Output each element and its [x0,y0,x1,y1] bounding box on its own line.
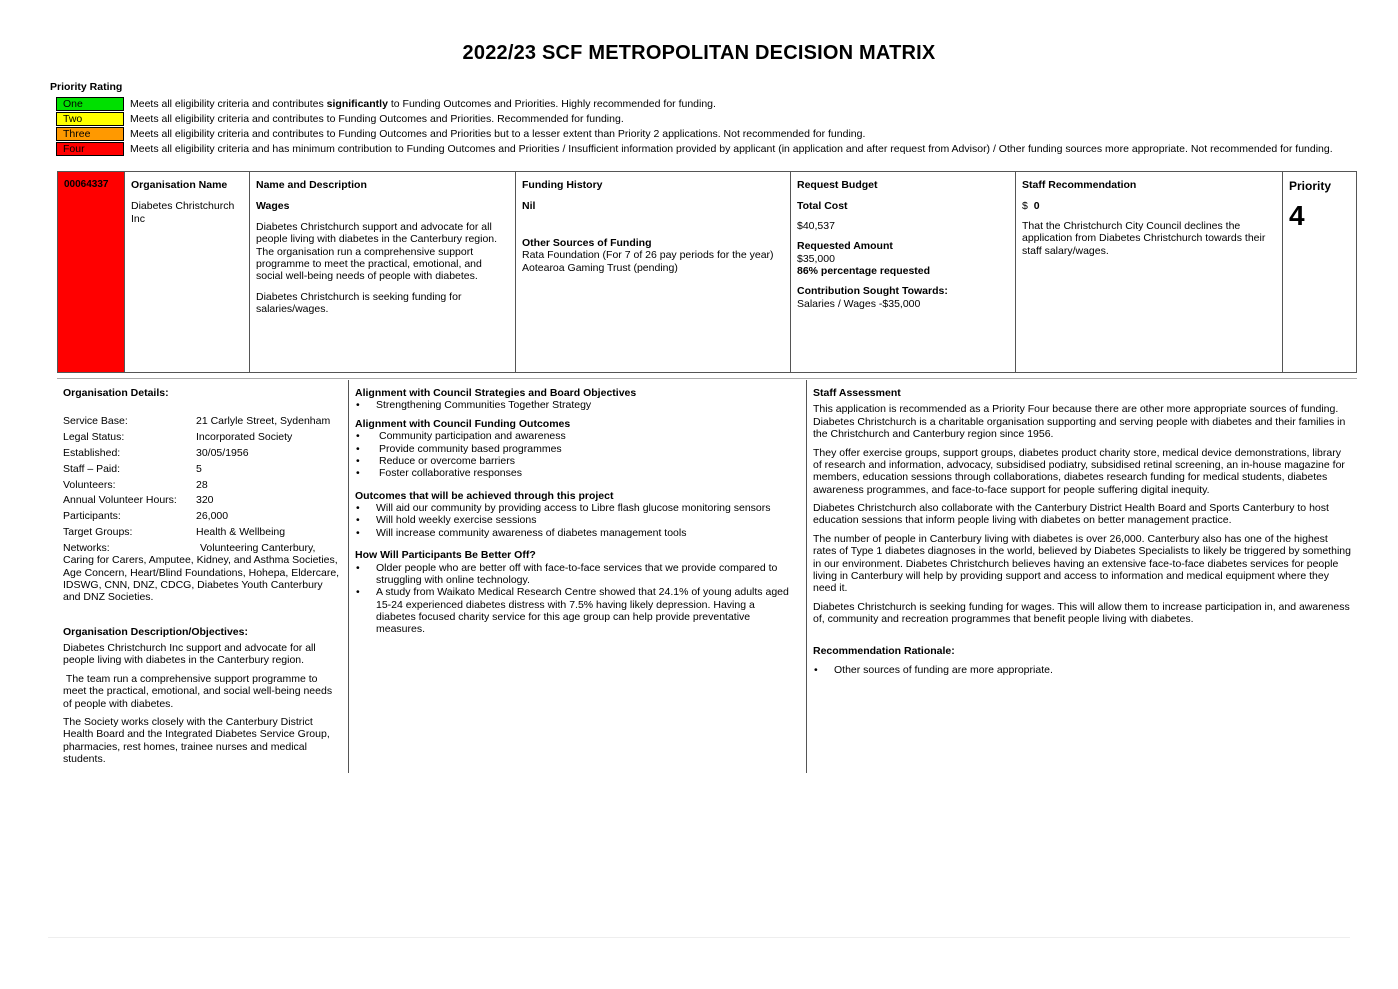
staff-assessment-para: This application is recommended as a Priority Four because there are other more appropriate sources of funding. Diabetes Christchurch is a charitable organisation supporting and serving people with diabetes and their families in the Christchurch and Canterbury region since 1956. [813,403,1346,441]
list-item: • Community participation and awareness [355,430,800,442]
staff-assessment-column [807,380,1357,773]
organisation-details-heading: Organisation Details: [63,387,169,399]
detail-row: Legal Status: Incorporated Society [63,431,293,444]
detail-row: Established: 30/05/1956 [63,446,249,459]
list-item: • Will hold weekly exercise sessions [355,514,800,526]
summary-table [57,171,1357,373]
organisation-description-heading: Organisation Description/Objectives: [63,625,248,638]
detail-row: Service Base: 21 Carlyle Street, Sydenham [63,415,331,428]
organisation-details-list [63,415,342,603]
priority-cell [1283,172,1356,372]
funding-history-heading: Funding History [522,179,603,191]
detail-row: Staff – Paid: 5 [63,462,202,475]
request-budget-cell [791,172,1016,372]
priority-swatch-two: Two [56,112,124,126]
priority-row-three [56,127,865,141]
funding-outcomes-list [355,430,800,480]
list-item: • A study from Waikato Medical Research Centre showed that 24.1% of young adults aged 15-24 experienced diabetes distress with 7.5% having likely depression. Having a diabetes focused charity service for this age group can help provide preventative measures. [355,586,792,636]
list-item: • Older people who are better off with face-to-face services that we provide compared to struggling with online technology. [355,562,792,587]
project-outcomes-heading: Outcomes that will be achieved through this project [355,489,614,502]
organisation-details-column [57,380,349,773]
organisation-name: Diabetes Christchurch Inc [131,200,235,225]
details-section [57,380,1357,773]
list-item: • Provide community based programmes [355,443,800,455]
list-item: • Will increase community awareness of diabetes management tools [355,527,800,539]
contribution-label: Contribution Sought Towards: [797,285,948,298]
priority-row-two [56,112,624,126]
priority-desc-four: Meets all eligibility criteria and has minimum contribution to Funding Outcomes and Priorities / Insufficient information provided by applicant (in application and after request from Advisor) / Other funding sources more appropriate. Not recommended for funding. [130,142,1333,155]
rationale-heading: Recommendation Rationale: [813,645,955,658]
percentage-requested: 86% percentage requested [797,264,931,277]
priority-desc-one: Meets all eligibility criteria and contributes significantly to Funding Outcomes and Priorities. Highly recommended for funding. [130,97,716,110]
staff-recommended-amount: $ 0 [1022,200,1040,213]
funding-history-cell [516,172,791,372]
staff-assessment-para: Diabetes Christchurch is seeking funding for wages. This will allow them to increase participation in, and awareness of, community and recreation programmes that benefit people living with diabetes. [813,600,1350,625]
funding-outcomes-heading: Alignment with Council Funding Outcomes [355,417,571,430]
name-description-cell [250,172,516,372]
priority-row-four [56,142,1333,156]
list-item: • Will aid our community by providing access to Libre flash glucose monitoring sensors [355,502,800,514]
priority-value: 4 [1289,200,1305,232]
project-description-2: Diabetes Christchurch is seeking funding for salaries/wages. [256,290,462,315]
requested-amount-value: $35,000 [797,252,835,265]
application-id-cell [58,172,125,372]
page-title: 2022/23 SCF METROPOLITAN DECISION MATRIX [462,42,936,64]
project-description-1: Diabetes Christchurch support and advocate for all people living with diabetes in the Canterbury region. The organisation run a comprehensive support programme to meet the practical, emotional, and social well-being needs of people with diabetes. [256,220,498,283]
organisation-name-cell [125,172,250,372]
staff-recommendation-text: That the Christchurch City Council declines the application from Diabetes Christchurch towards their staff salary/wages. [1022,219,1266,257]
staff-assessment-heading: Staff Assessment [813,387,901,399]
organisation-description-para: The Society works closely with the Canterbury District Health Board and the Integrated Diabetes Service Group, pharmacies, rest homes, trainee nurses and medical students. [63,715,330,765]
better-off-heading: How Will Participants Be Better Off? [355,549,536,562]
priority-row-one [56,97,716,111]
detail-row: Volunteers: 28 [63,478,208,491]
networks-row: Networks: Volunteering Canterbury, Caring for Carers, Amputee, Kidney, and Asthma Societies, Age Concern, Heart/Blind Foundations, Hohepa, Eldercare, IDSWG, CNN, DNZ, CDCG, Diabetes Youth Canterbury and DNZ Societies. [63,541,340,604]
request-budget-heading: Request Budget [797,179,878,191]
section-divider [57,378,1357,379]
list-item: • Foster collaborative responses [355,467,800,479]
staff-assessment-para: They offer exercise groups, support groups, diabetes product charity store, medical device demonstrations, library of research and information, advocacy, subsidised podiatry, subsidised retinal screening, an in-house magazine for members, education sessions through collaborations, diabetes research funding for medical students, diabetes awareness programmes, and face-to-face support for people suffering digital inequity. [813,446,1345,496]
priority-swatch-four: Four [56,142,124,156]
other-source-item: Rata Foundation (For 7 of 26 pay periods for the year) [522,249,774,262]
priority-desc-three: Meets all eligibility criteria and contributes to Funding Outcomes and Priorities but to a lesser extent than Priority 2 applications. Not recommended for funding. [130,127,866,140]
list-item: • Strengthening Communities Together Strategy [355,399,800,411]
staff-recommendation-cell [1016,172,1283,372]
funding-history-value: Nil [522,200,536,213]
name-description-heading: Name and Description [256,179,367,191]
other-sources-heading: Other Sources of Funding [522,236,652,249]
requested-amount-label: Requested Amount [797,240,893,253]
priority-swatch-three: Three [56,127,124,141]
organisation-name-heading: Organisation Name [131,179,228,191]
application-id: 00064337 [64,179,109,190]
list-item: • Other sources of funding are more appropriate. [813,664,1351,676]
organisation-description-para: Diabetes Christchurch Inc support and advocate for all people living with diabetes in the Canterbury region. [63,642,316,667]
strategies-heading: Alignment with Council Strategies and Board Objectives [355,387,637,399]
total-cost-value: $40,537 [797,219,835,232]
list-item: • Reduce or overcome barriers [355,455,800,467]
staff-recommendation-heading: Staff Recommendation [1022,179,1137,191]
priority-swatch-one: One [56,97,124,111]
staff-assessment-para: The number of people in Canterbury living with diabetes is over 26,000. Canterbury also has one of the highest rates of Type 1 diabetes diagnoses in the world, believed by Diabetes Specialists to likely be triggered by something in our environment. Diabetes Christchurch believes having an extensive face-to-face diabetes services for people living in Canterbury will help by providing support and access to information and medical equipment where they need it. [813,532,1351,595]
total-cost-label: Total Cost [797,200,848,213]
staff-assessment-para: Diabetes Christchurch also collaborate with the Canterbury District Health Board and Sports Canterbury to host education sessions that inform people living with diabetes on better management practice. [813,502,1329,527]
footer-divider [48,937,1350,938]
detail-row: Target Groups: Health & Wellbeing [63,525,286,538]
project-name: Wages [256,200,290,213]
priority-desc-two: Meets all eligibility criteria and contributes to Funding Outcomes and Priorities. Recommended for funding. [130,112,624,125]
strategies-list [355,399,800,411]
organisation-description-para: The team run a comprehensive support programme to meet the practical, emotional, and social well-being needs of people with diabetes. [63,672,335,710]
alignment-column [349,380,807,773]
priority-rating-heading: Priority Rating [50,81,123,93]
contribution-value: Salaries / Wages -$35,000 [797,297,921,310]
better-off-list [355,562,800,636]
priority-heading: Priority [1289,179,1332,193]
detail-row: Annual Volunteer Hours: 320 [63,494,214,507]
rationale-list [813,664,1351,676]
detail-row: Participants: 26,000 [63,510,229,523]
other-source-item: Aotearoa Gaming Trust (pending) [522,261,678,274]
project-outcomes-list [355,502,800,539]
